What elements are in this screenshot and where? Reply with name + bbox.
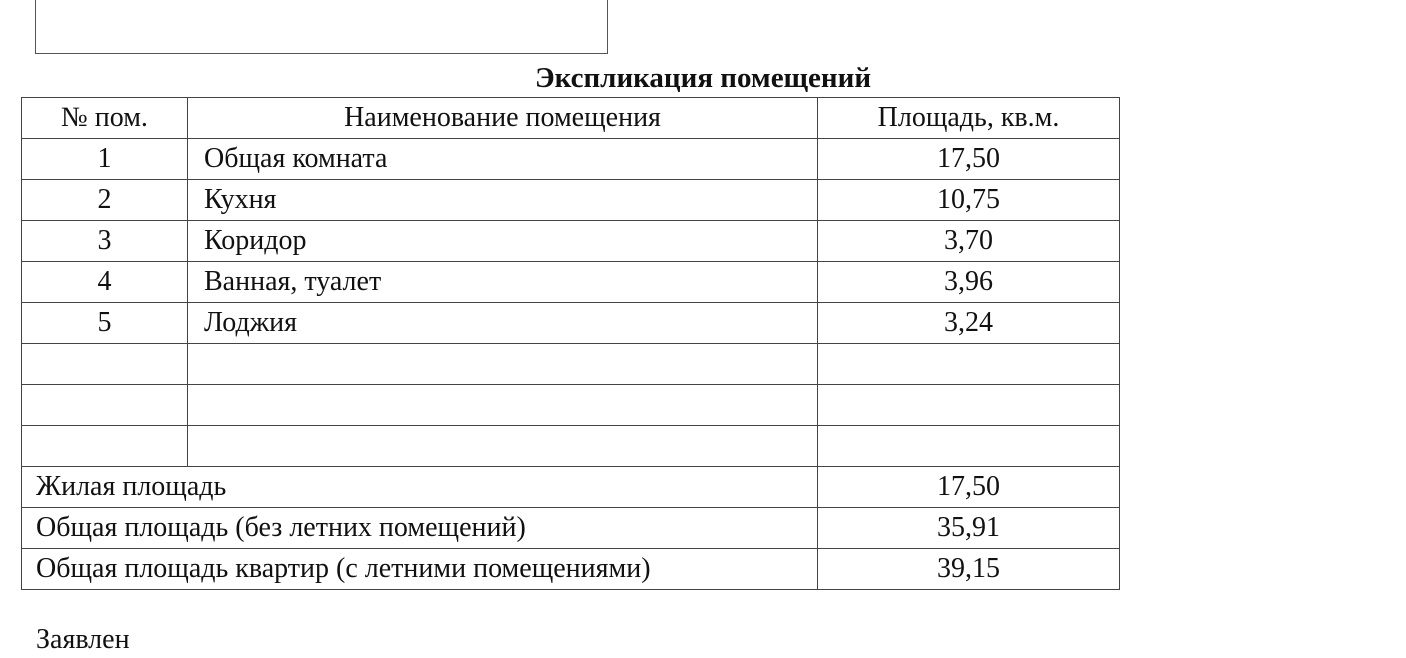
room-number-cell [22, 385, 188, 426]
explication-table [21, 97, 1120, 590]
room-area-cell: 3,24 [818, 303, 1120, 344]
summary-label: Общая площадь квартир (с летними помещениями) [22, 549, 818, 590]
room-number-cell: 3 [22, 221, 188, 262]
room-name-cell: Лоджия [188, 303, 818, 344]
summary-label: Общая площадь (без летних помещений) [22, 508, 818, 549]
summary-row-total-with-summer [22, 549, 1120, 590]
room-number-cell: 4 [22, 262, 188, 303]
room-area-cell: 3,96 [818, 262, 1120, 303]
table-row [22, 221, 1120, 262]
room-number-cell: 5 [22, 303, 188, 344]
room-area-cell: 3,70 [818, 221, 1120, 262]
table-header-row [22, 98, 1120, 139]
room-number-cell: 2 [22, 180, 188, 221]
table-row-empty [22, 344, 1120, 385]
room-number-cell [22, 426, 188, 467]
table-row [22, 180, 1120, 221]
room-area-cell [818, 385, 1120, 426]
document-title: Экспликация помещений [534, 62, 872, 94]
room-number-cell: 1 [22, 139, 188, 180]
bottom-cut-text: Заявлен [36, 624, 130, 655]
room-area-cell: 17,50 [818, 139, 1120, 180]
summary-value: 39,15 [818, 549, 1120, 590]
summary-value: 17,50 [818, 467, 1120, 508]
summary-row-total-area [22, 508, 1120, 549]
summary-row-living-area [22, 467, 1120, 508]
room-area-cell [818, 426, 1120, 467]
summary-value: 35,91 [818, 508, 1120, 549]
table-row [22, 262, 1120, 303]
room-name-cell: Кухня [188, 180, 818, 221]
room-name-cell: Ванная, туалет [188, 262, 818, 303]
table-row [22, 303, 1120, 344]
summary-label: Жилая площадь [22, 467, 818, 508]
table-row-empty [22, 385, 1120, 426]
room-name-cell: Коридор [188, 221, 818, 262]
room-name-cell [188, 385, 818, 426]
header-room-number: № пом. [22, 98, 188, 139]
header-room-name: Наименование помещения [188, 98, 818, 139]
header-area: Площадь, кв.м. [818, 98, 1120, 139]
room-area-cell [818, 344, 1120, 385]
room-name-cell [188, 426, 818, 467]
table-row-empty [22, 426, 1120, 467]
room-number-cell [22, 344, 188, 385]
room-name-cell [188, 344, 818, 385]
top-frame-box [35, 0, 608, 54]
room-area-cell: 10,75 [818, 180, 1120, 221]
room-name-cell: Общая комната [188, 139, 818, 180]
table-row [22, 139, 1120, 180]
